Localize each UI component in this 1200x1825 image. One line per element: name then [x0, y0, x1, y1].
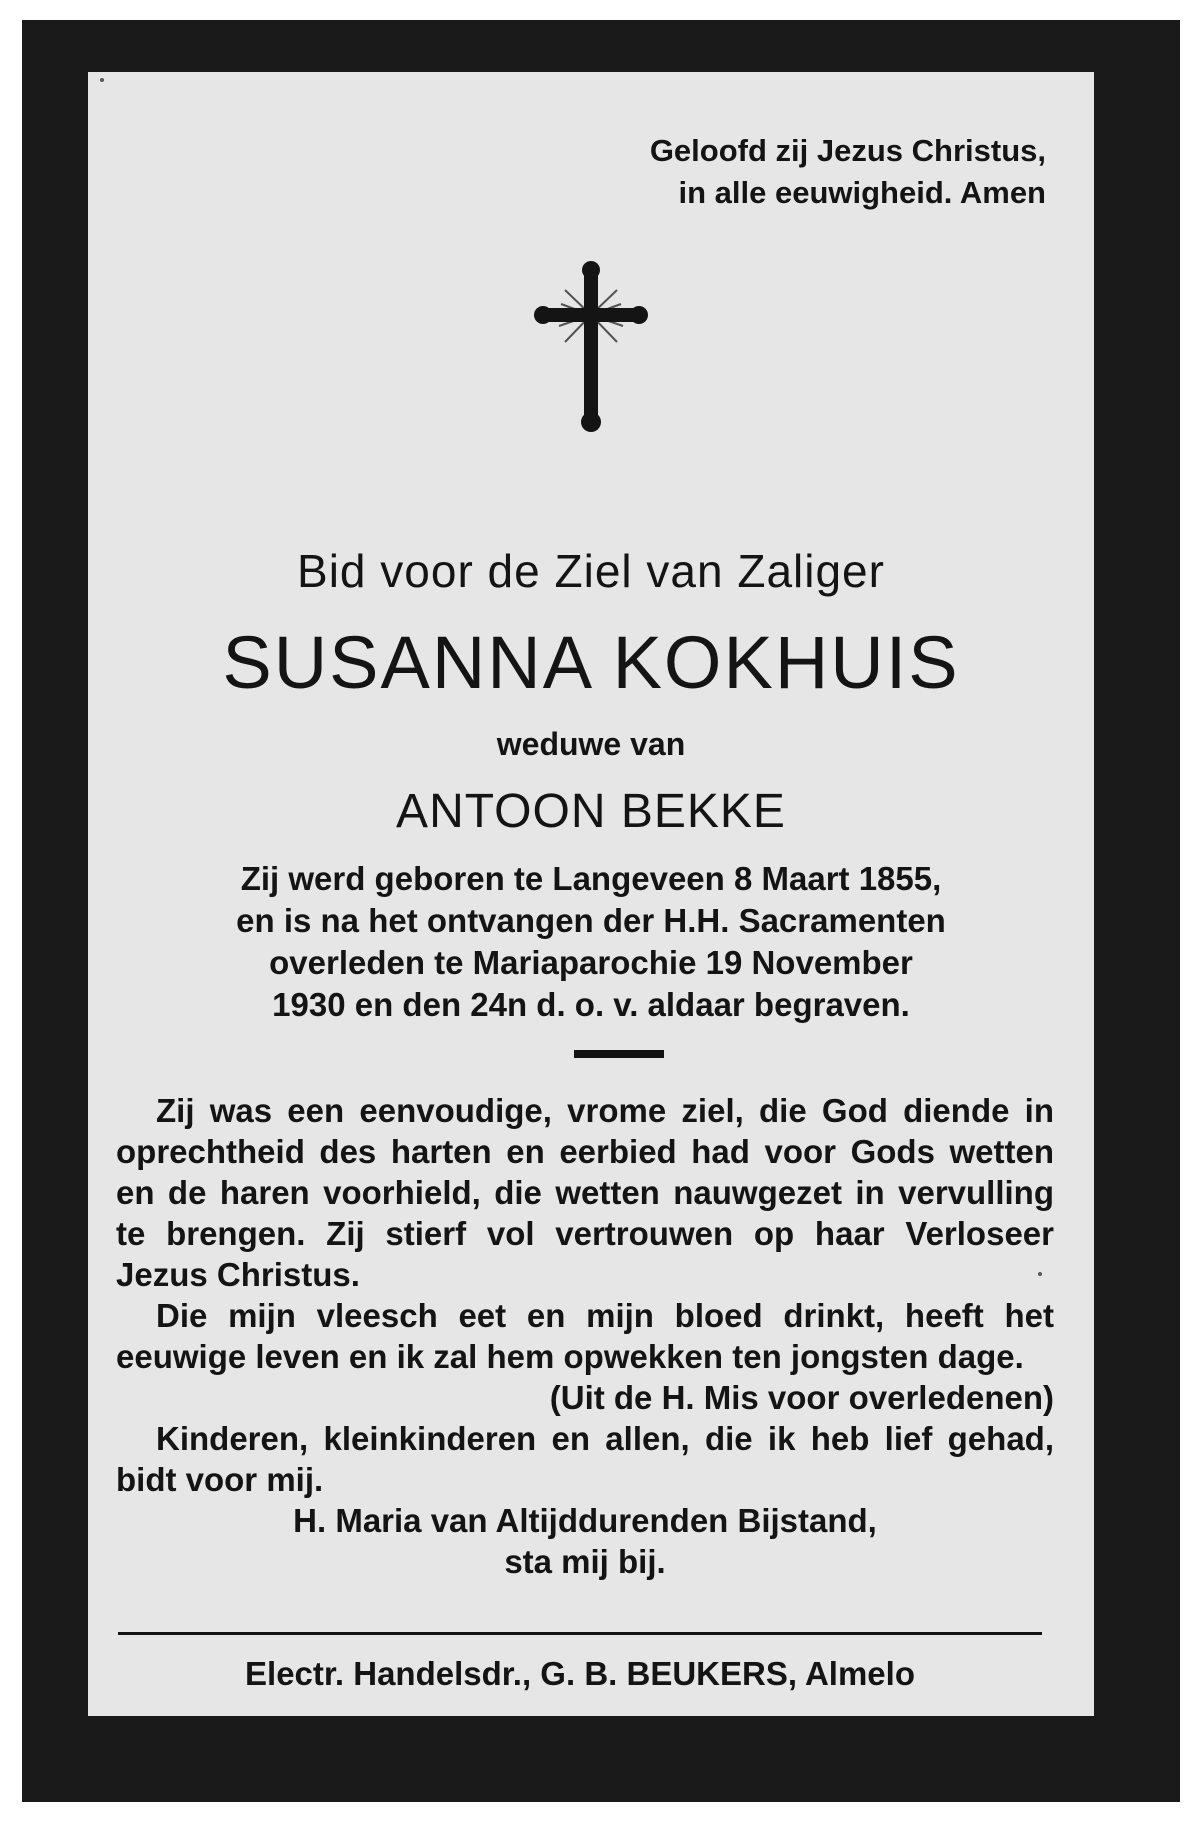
- memorial-card: [88, 72, 1094, 1716]
- separator-bar: [574, 1050, 664, 1058]
- biography: [128, 858, 1054, 1026]
- header-motto: [650, 130, 1046, 214]
- prayer-heading: Bid voor de Ziel van Zaliger: [297, 545, 885, 597]
- bio-line-4: 1930 en den 24n d. o. v. aldaar begraven.: [272, 986, 910, 1023]
- widow-of-label: weduwe van: [496, 726, 686, 762]
- memorial-text: [116, 1090, 1054, 1582]
- invocation-line-1: H. Maria van Altijddurenden Bijstand,: [293, 1502, 877, 1539]
- paragraph-farewell: Kinderen, kleinkinderen en allen, die ik heb lief gehad, bidt voor mij.: [116, 1420, 1054, 1498]
- deceased-name: SUSANNA KOKHUIS: [222, 621, 960, 704]
- printer-credit: Electr. Handelsdr., G. B. BEUKERS, Almelo: [245, 1655, 915, 1692]
- print-speck: [100, 78, 104, 82]
- invocation-line-2: sta mij bij.: [504, 1543, 666, 1580]
- paragraph-scripture: Die mijn vleesch eet en mijn bloed drinkt, heeft het eeuwige leven en ik zal hem opwekken ten jongsten dage.: [116, 1297, 1054, 1375]
- footer-divider: [118, 1632, 1042, 1635]
- bio-line-3: overleden te Mariaparochie 19 November: [269, 944, 913, 981]
- quote-source: (Uit de H. Mis voor overledenen): [549, 1379, 1054, 1416]
- bio-line-2: en is na het ontvangen der H.H. Sacramenten: [236, 902, 946, 939]
- motto-line-1: Geloofd zij Jezus Christus,: [649, 133, 1046, 168]
- paragraph-virtues: Zij was een eenvoudige, vrome ziel, die God diende in oprechtheid des harten en eerbied had voor Gods wetten en de haren voorhield, die wetten nauwgezet in vervulling te brengen. Zij stierf vol vertrouwen op haar Verloseer Jezus Christus.: [116, 1092, 1054, 1293]
- bio-line-1: Zij werd geboren te Langeveen 8 Maart 1855,: [240, 860, 942, 897]
- cross-emblem: [88, 260, 1094, 440]
- cross-icon: [531, 260, 651, 440]
- husband-name: ANTOON BEKKE: [396, 785, 786, 838]
- motto-line-2: in alle eeuwigheid. Amen: [678, 175, 1046, 210]
